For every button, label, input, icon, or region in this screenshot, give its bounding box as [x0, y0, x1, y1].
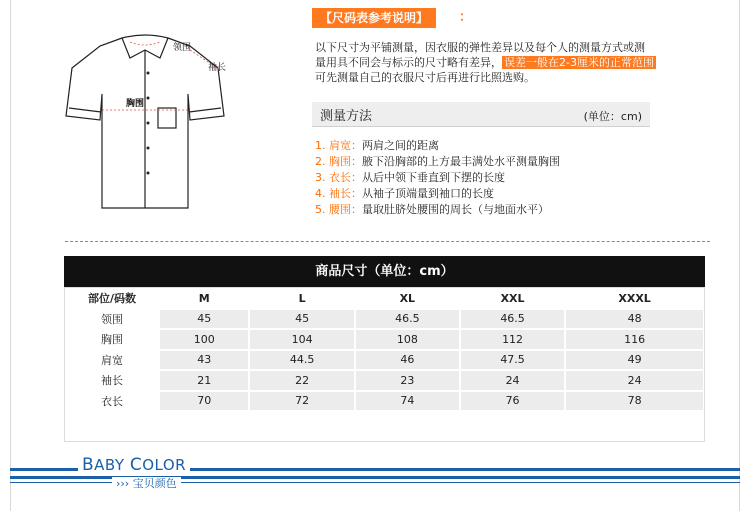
row-header: 衣长 — [66, 392, 158, 411]
measurement-steps — [315, 138, 560, 218]
size-description — [315, 40, 695, 85]
size-table-title: 商品尺寸（单位：cm） — [64, 256, 705, 287]
desc-line-2-text: 量用具不同会与标示的尺寸略有差异， — [315, 56, 502, 69]
table-cell: 112 — [461, 330, 564, 349]
shirt-diagram — [60, 28, 230, 218]
table-cell: 46.5 — [356, 310, 459, 329]
table-cell: 45 — [250, 310, 353, 329]
step-text: 从后中领下垂直到下摆的长度 — [362, 171, 505, 184]
table-cell: 104 — [250, 330, 353, 349]
step-text: 从袖子顶端量到袖口的长度 — [362, 187, 494, 200]
table-header-row — [66, 289, 703, 308]
method-title: 测量方法 — [320, 109, 373, 124]
column-header: XXXL — [566, 289, 703, 308]
table-cell: 46 — [356, 351, 459, 370]
column-header: M — [160, 289, 248, 308]
table-cell: 47.5 — [461, 351, 564, 370]
row-header: 肩宽 — [66, 351, 158, 370]
step-number: 5. 腰围： — [315, 203, 362, 216]
baby-color-subtitle: ››› 宝贝颜色 — [112, 477, 181, 491]
column-header: 部位/码数 — [66, 289, 158, 308]
table-cell: 70 — [160, 392, 248, 411]
step-text: 量取肚脐处腰围的周长（与地面水平） — [362, 203, 549, 216]
row-header: 胸围 — [66, 330, 158, 349]
table-cell: 22 — [250, 371, 353, 390]
table-cell: 49 — [566, 351, 703, 370]
desc-line-1: 以下尺寸为平铺测量，因衣服的弹性差异以及每个人的测量方式或测 — [315, 41, 645, 54]
method-header — [312, 102, 650, 127]
table-row — [66, 351, 703, 370]
section-divider — [65, 241, 710, 242]
table-cell: 24 — [566, 371, 703, 390]
desc-line-3: 可先测量自己的衣服尺寸后再进行比照选购。 — [315, 71, 535, 84]
tolerance-highlight: 误差一般在2-3厘米的正常范围 — [504, 56, 654, 69]
title-colon: ： — [459, 10, 473, 25]
step-number: 3. 衣长： — [315, 171, 362, 184]
table-cell: 45 — [160, 310, 248, 329]
step-text: 腋下沿胸部的上方最丰满处水平测量胸围 — [362, 155, 560, 168]
collar-label: 领围 — [173, 43, 192, 53]
chest-label: 胸围 — [126, 99, 145, 109]
step-item — [315, 202, 560, 218]
table-cell: 76 — [461, 392, 564, 411]
table-cell: 108 — [356, 330, 459, 349]
table-row — [66, 330, 703, 349]
heading-initial: B — [82, 455, 95, 475]
table-cell: 23 — [356, 371, 459, 390]
size-guide-title: 【尺码表参考说明】 — [312, 8, 436, 28]
table-cell: 46.5 — [461, 310, 564, 329]
table-cell: 116 — [566, 330, 703, 349]
sleeve-label: 袖长 — [208, 63, 227, 73]
step-item — [315, 170, 560, 186]
heading-part: OLOR — [142, 456, 187, 474]
step-number: 1. 肩宽： — [315, 139, 362, 152]
table-cell: 44.5 — [250, 351, 353, 370]
column-header: XXL — [461, 289, 564, 308]
table-cell: 78 — [566, 392, 703, 411]
table-cell: 43 — [160, 351, 248, 370]
table-cell: 21 — [160, 371, 248, 390]
table-cell: 72 — [250, 392, 353, 411]
column-header: L — [250, 289, 353, 308]
step-item — [315, 154, 560, 170]
baby-color-heading — [78, 454, 190, 476]
table-row — [66, 371, 703, 390]
table-cell: 24 — [461, 371, 564, 390]
row-header: 领围 — [66, 310, 158, 329]
size-table — [64, 287, 705, 412]
table-cell: 74 — [356, 392, 459, 411]
heading-part: ABY — [94, 456, 130, 474]
method-unit: (单位：cm) — [583, 110, 642, 123]
shirt-outline-icon — [60, 28, 230, 218]
table-cell: 100 — [160, 330, 248, 349]
row-header: 袖长 — [66, 371, 158, 390]
step-number: 2. 胸围： — [315, 155, 362, 168]
table-row — [66, 310, 703, 329]
heading-initial: C — [129, 455, 143, 475]
column-header: XL — [356, 289, 459, 308]
step-text: 两肩之间的距离 — [362, 139, 439, 152]
table-cell: 48 — [566, 310, 703, 329]
table-row — [66, 392, 703, 411]
step-item — [315, 186, 560, 202]
desc-line-2 — [315, 55, 695, 70]
step-number: 4. 袖长： — [315, 187, 362, 200]
step-item — [315, 138, 560, 154]
